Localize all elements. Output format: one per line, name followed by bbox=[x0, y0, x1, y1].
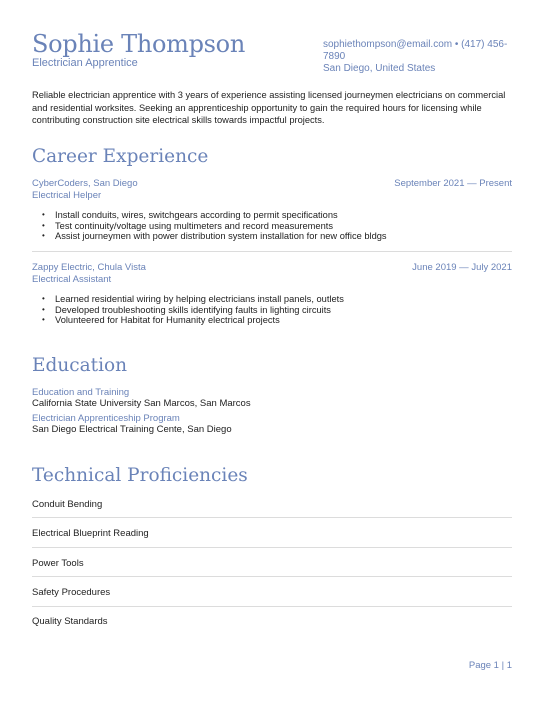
job-bullet: • Install conduits, wires, switchgears according to permit specifications bbox=[42, 210, 512, 221]
job-bullet: • Developed troubleshooting skills identifying faults in lighting circuits bbox=[42, 305, 512, 316]
education-school: San Diego Electrical Training Cente, San Diego bbox=[32, 424, 232, 435]
skill-item: Quality Standards bbox=[32, 616, 108, 627]
job-bullets bbox=[32, 294, 512, 326]
job-entry bbox=[32, 262, 512, 326]
job-bullet: • Volunteered for Habitat for Humanity electrical projects bbox=[42, 315, 512, 326]
job-company: CyberCoders, San Diego bbox=[32, 178, 138, 189]
resume-header bbox=[32, 30, 512, 74]
job-company: Zappy Electric, Chula Vista bbox=[32, 262, 146, 273]
job-bullet: • Test continuity/voltage using multimeters and record measurements bbox=[42, 221, 512, 232]
job-bullets bbox=[32, 210, 512, 242]
job-title: Electrical Helper bbox=[32, 190, 102, 201]
job-dates: June 2019 — July 2021 bbox=[412, 262, 512, 273]
section-title-experience: Career Experience bbox=[32, 146, 209, 167]
education-program: Education and Training bbox=[32, 387, 130, 398]
job-bullet: • Assist journeymen with power distribution system installation for new office bldgs bbox=[42, 231, 512, 242]
contact-email-phone: sophiethompson@email.com • (417) 456-7890 bbox=[323, 39, 508, 62]
candidate-name: Sophie Thompson bbox=[32, 30, 245, 58]
job-divider bbox=[32, 251, 512, 252]
section-title-education: Education bbox=[32, 355, 128, 376]
education-program: Electrician Apprenticeship Program bbox=[32, 413, 180, 424]
page-number: Page 1 | 1 bbox=[468, 660, 512, 671]
skill-divider bbox=[32, 547, 512, 548]
skill-item: Electrical Blueprint Reading bbox=[32, 528, 149, 539]
job-bullet: • Learned residential wiring by helping electricians install panels, outlets bbox=[42, 294, 512, 305]
skill-item: Conduit Bending bbox=[32, 499, 103, 510]
contact-location: San Diego, United States bbox=[323, 63, 436, 74]
contact-info bbox=[323, 39, 512, 75]
skill-item: Power Tools bbox=[32, 558, 84, 569]
summary-paragraph: Reliable electrician apprentice with 3 years of experience assisting licensed journeymen electricians on commercial and residential worksites. Seeking an apprenticeship opportunity to gain the required hours for licensing while contributing construction site electrical skills towards impactful projects. bbox=[32, 90, 506, 125]
skill-divider bbox=[32, 576, 512, 577]
section-title-skills: Technical Proficiencies bbox=[32, 465, 248, 486]
job-entry bbox=[32, 178, 512, 242]
skill-item: Safety Procedures bbox=[32, 587, 111, 598]
job-title: Electrical Assistant bbox=[32, 274, 112, 285]
skill-divider bbox=[32, 517, 512, 518]
job-dates: September 2021 — Present bbox=[394, 178, 512, 189]
candidate-role: Electrician Apprentice bbox=[32, 57, 138, 69]
skill-divider bbox=[32, 606, 512, 607]
education-entry bbox=[32, 413, 512, 436]
education-entry bbox=[32, 387, 512, 410]
education-school: California State University San Marcos, San Marcos bbox=[32, 398, 251, 409]
